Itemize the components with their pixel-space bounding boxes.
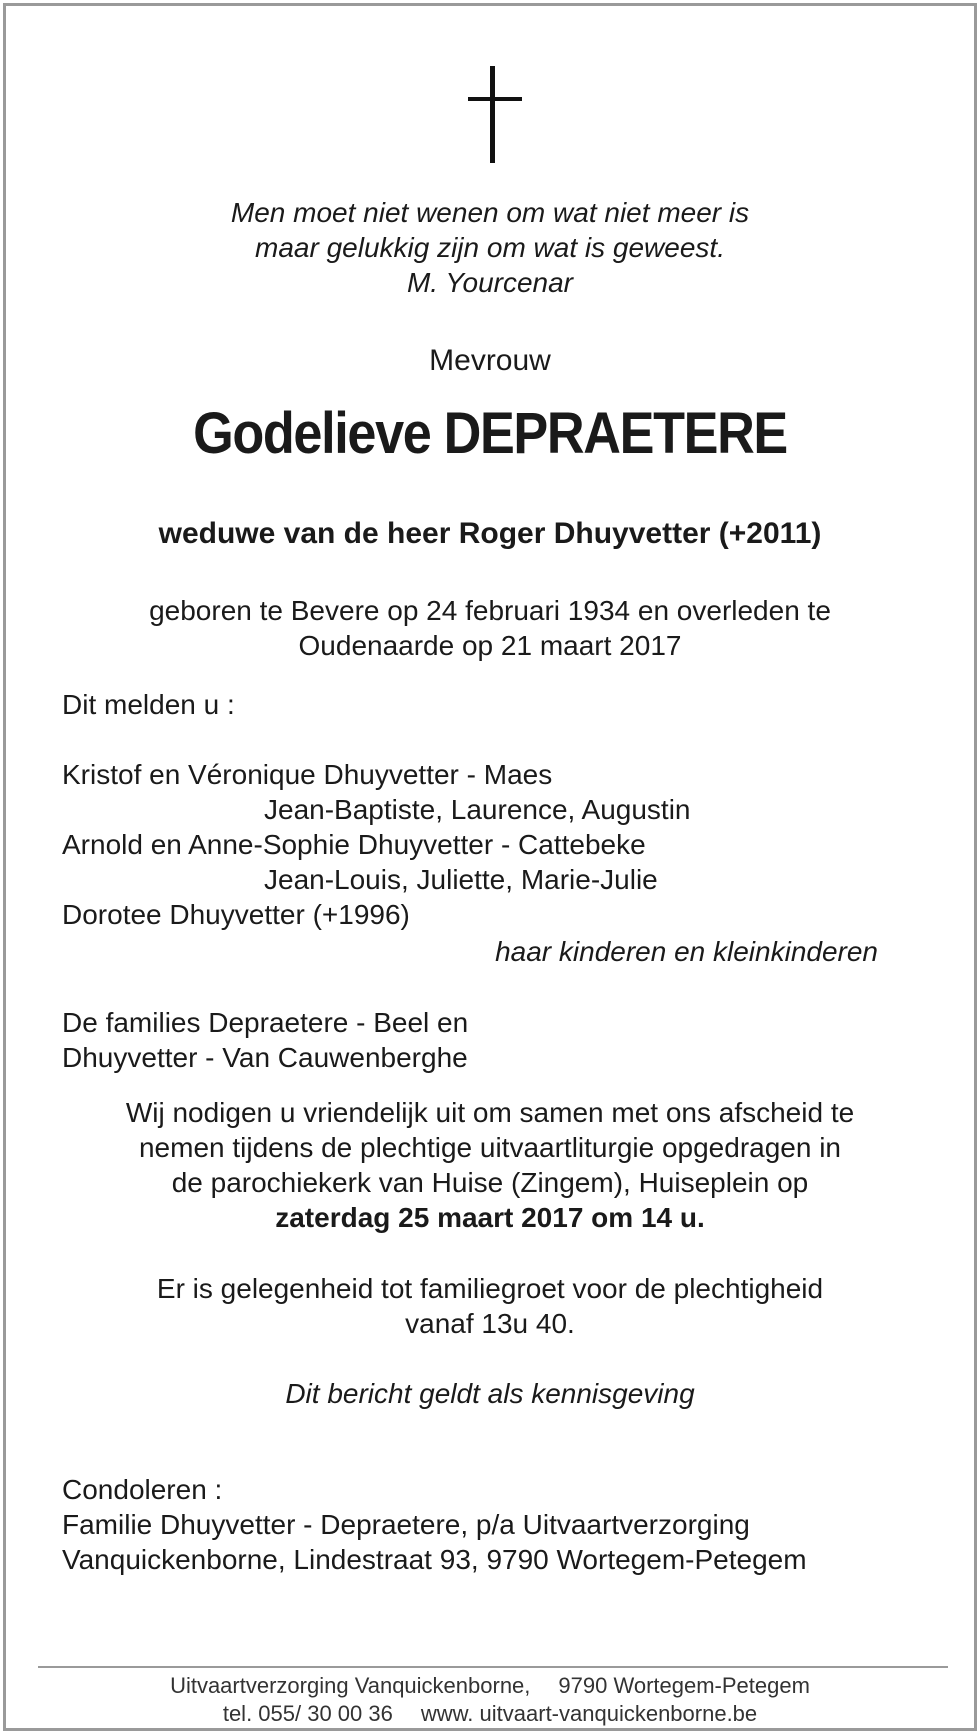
invitation-line: de parochiekerk van Huise (Zingem), Huiseplein op <box>171 1167 809 1198</box>
footer-website: www. uitvaart-vanquickenborne.be <box>420 1701 758 1726</box>
condolences-line: Familie Dhuyvetter - Depraetere, p/a Uitvaartverzorging <box>62 1509 750 1540</box>
spouse-line: weduwe van de heer Roger Dhuyvetter (+2011) <box>158 517 822 550</box>
greeting-line: vanaf 13u 40. <box>405 1308 575 1339</box>
condolences <box>62 1472 807 1577</box>
birth-death-line: Oudenaarde op 21 maart 2017 <box>298 630 682 661</box>
announce-text: Dit melden u : <box>62 689 235 720</box>
invitation <box>6 1095 974 1235</box>
children-list <box>62 757 922 932</box>
child-grandchildren: Jean-Louis, Juliette, Marie-Julie <box>264 864 658 895</box>
obituary-card <box>3 3 977 1731</box>
footer-divider <box>38 1666 948 1668</box>
invitation-line: nemen tijdens de plechtige uitvaartliturgie opgedragen in <box>138 1132 842 1163</box>
footer-company: Uitvaartverzorging Vanquickenborne, <box>170 1673 531 1698</box>
quote-line: Men moet niet wenen om wat niet meer is <box>230 197 750 228</box>
quote <box>6 195 974 300</box>
notice: Dit bericht geldt als kennisgeving <box>285 1378 695 1409</box>
child-parents: Arnold en Anne-Sophie Dhuyvetter - Cattebeke <box>62 829 646 860</box>
deceased-child: Dorotee Dhuyvetter (+1996) <box>62 899 410 930</box>
ceremony-date: zaterdag 25 maart 2017 om 14 u. <box>275 1202 705 1233</box>
footer-phone: tel. 055/ 30 00 36 <box>222 1701 393 1726</box>
family-line: Dhuyvetter - Van Cauwenberghe <box>62 1042 468 1073</box>
condolences-label: Condoleren : <box>62 1474 223 1505</box>
deceased-name: Godelieve DEPRAETERE <box>193 401 787 466</box>
child-parents: Kristof en Véronique Dhuyvetter - Maes <box>62 759 553 790</box>
footer <box>6 1672 974 1728</box>
birth-death <box>6 593 974 663</box>
condolences-line: Vanquickenborne, Lindestraat 93, 9790 Wortegem-Petegem <box>62 1544 807 1575</box>
child-grandchildren: Jean-Baptiste, Laurence, Augustin <box>264 794 691 825</box>
birth-death-line: geboren te Bevere op 24 februari 1934 en overleden te <box>149 595 831 626</box>
greeting <box>6 1271 974 1341</box>
quote-author: M. Yourcenar <box>406 267 574 298</box>
footer-location: 9790 Wortegem-Petegem <box>558 1673 810 1698</box>
families <box>62 1005 468 1075</box>
children-caption: haar kinderen en kleinkinderen <box>495 936 878 967</box>
invitation-line: Wij nodigen u vriendelijk uit om samen met ons afscheid te <box>125 1097 855 1128</box>
greeting-line: Er is gelegenheid tot familiegroet voor de plechtigheid <box>156 1273 824 1304</box>
quote-line: maar gelukkig zijn om wat is geweest. <box>255 232 725 263</box>
family-line: De families Depraetere - Beel en <box>62 1007 469 1038</box>
salutation: Mevrouw <box>429 344 551 377</box>
